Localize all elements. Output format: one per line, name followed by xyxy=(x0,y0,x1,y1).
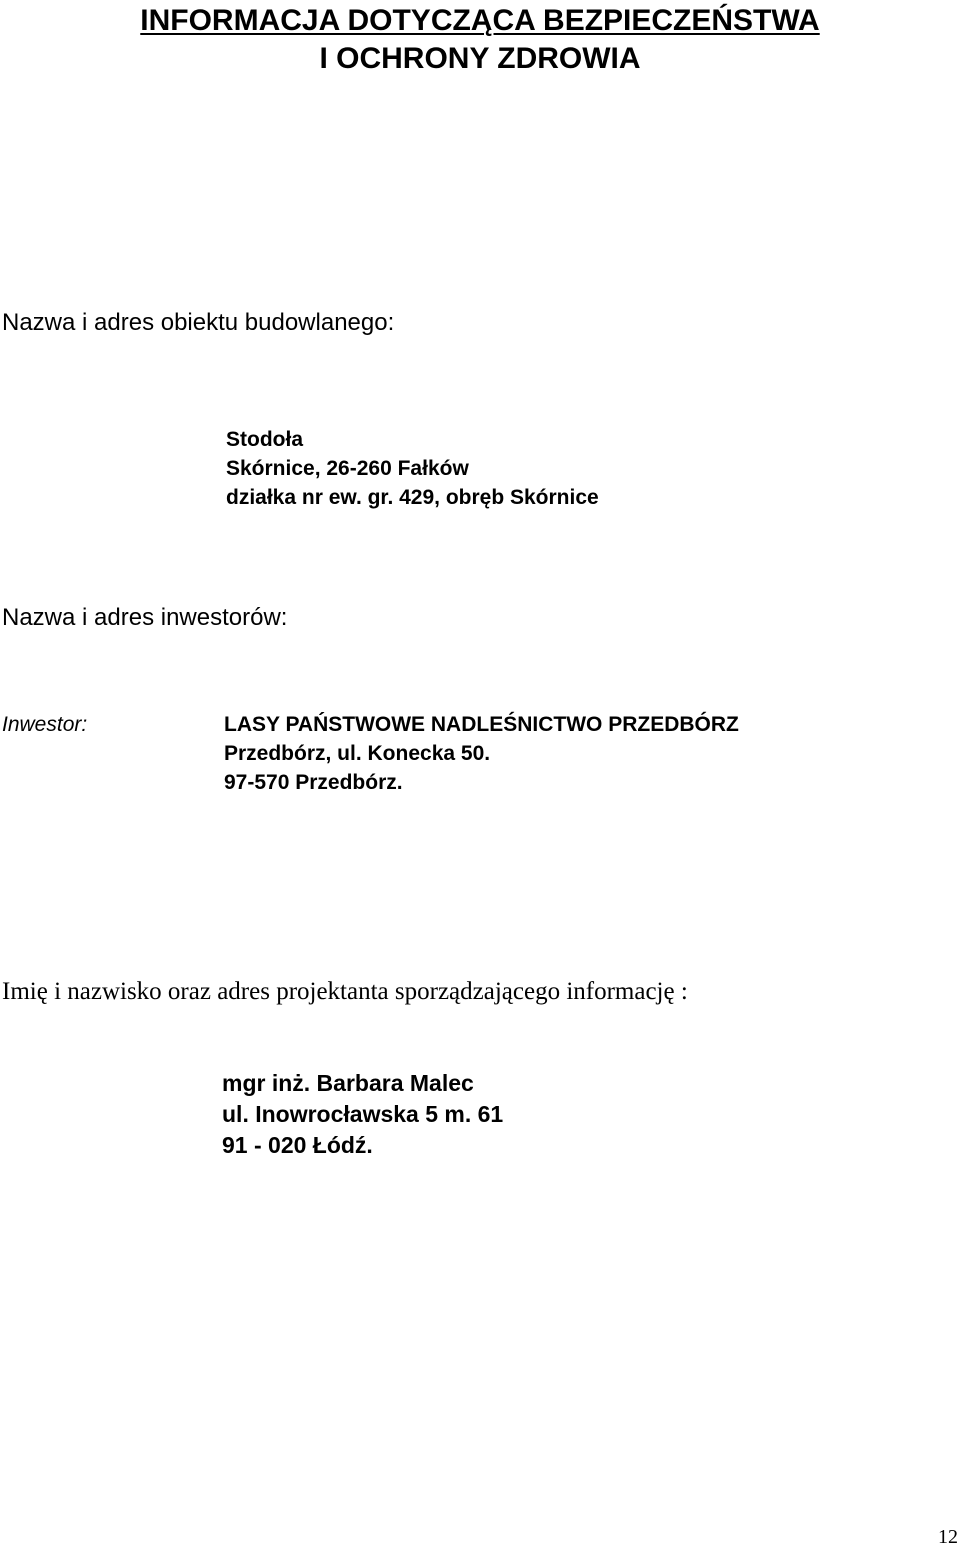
object-address: Skórnice, 26-260 Fałków xyxy=(226,457,469,480)
designer-address-block xyxy=(222,1068,503,1161)
title-line-2: I OCHRONY ZDROWIA xyxy=(319,42,641,75)
investor-name: LASY PAŃSTWOWE NADLEŚNICTWO PRZEDBÓRZ xyxy=(224,713,739,736)
investors-section-label: Nazwa i adres inwestorów: xyxy=(2,604,288,631)
object-address-block xyxy=(226,425,599,512)
designer-name: mgr inż. Barbara Malec xyxy=(222,1070,474,1096)
object-section-label: Nazwa i adres obiektu budowlanego: xyxy=(2,309,395,336)
document-title xyxy=(0,2,960,78)
object-plot: działka nr ew. gr. 429, obręb Skórnice xyxy=(226,486,599,509)
investor-address-block xyxy=(224,710,739,797)
designer-postal: 91 - 020 Łódź. xyxy=(222,1132,373,1158)
designer-street: ul. Inowrocławska 5 m. 61 xyxy=(222,1101,504,1127)
page-number: 12 xyxy=(938,1526,958,1548)
investor-label: Inwestor: xyxy=(2,713,88,736)
investor-street: Przedbórz, ul. Konecka 50. xyxy=(224,742,491,765)
designer-section-label: Imię i nazwisko oraz adres projektanta sporządzającego informację : xyxy=(2,978,688,1005)
title-line-1: INFORMACJA DOTYCZĄCA BEZPIECZEŃSTWA xyxy=(140,4,820,37)
object-name: Stodoła xyxy=(226,428,303,451)
investor-postal: 97-570 Przedbórz. xyxy=(224,771,403,794)
